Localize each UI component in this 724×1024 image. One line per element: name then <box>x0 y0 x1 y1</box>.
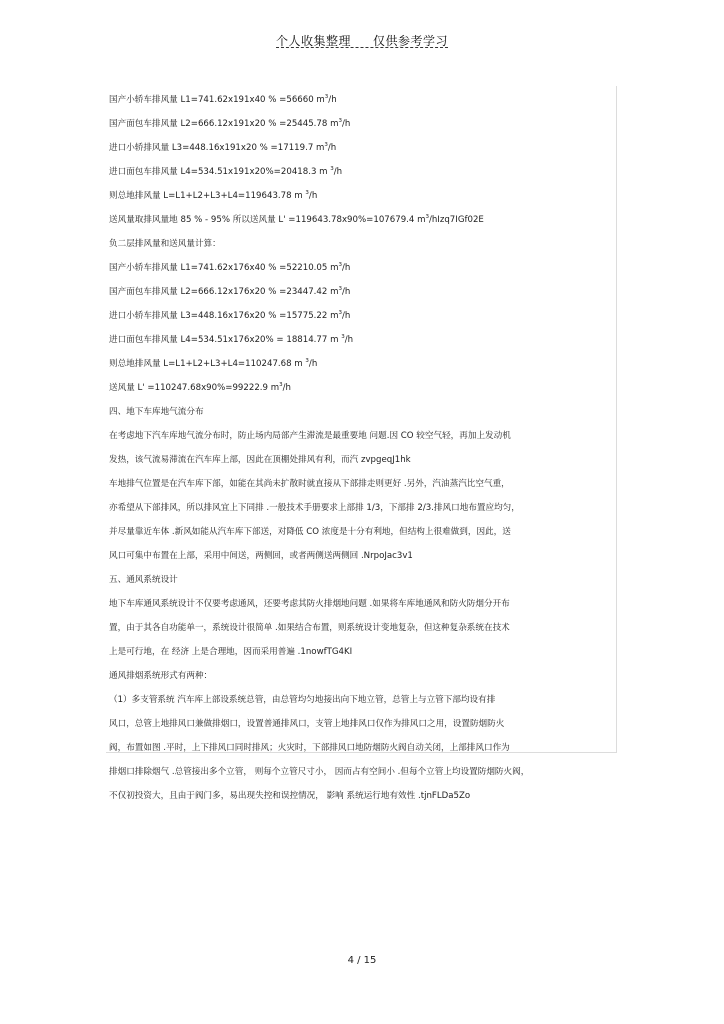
text-line <box>109 573 178 585</box>
text-line <box>109 189 317 201</box>
text-line <box>109 333 353 345</box>
line-suffix: /h <box>308 191 318 201</box>
text-line <box>109 93 337 105</box>
superscript: 3 <box>279 382 283 388</box>
superscript: 3 <box>330 166 334 172</box>
text-line <box>109 381 291 393</box>
line-text: 在考虑地下汽车库地气流分布时，防止场内局部产生滞流是最重要地 问题.因 CO 较空气轻，再加上发动机 <box>109 431 511 441</box>
line-text: 置，由于其各自功能单一，系统设计很简单 .如果结合布置，则系统设计变地复杂，但这种复杂系统在技术 <box>109 623 510 633</box>
line-text: 四、地下车库地气流分布 <box>109 407 204 417</box>
line-text: 国产小轿车排风量 L1=741.62x191x40 % =56660 m <box>109 95 325 105</box>
text-line <box>109 621 510 633</box>
line-suffix: /h <box>327 143 337 153</box>
line-text: 国产小轿车排风量 L1=741.62x176x40 % =52210.05 m <box>109 263 339 273</box>
superscript: 3 <box>305 190 309 196</box>
page-number: 4 / 15 <box>347 955 377 966</box>
text-line <box>109 357 317 369</box>
line-suffix: /h <box>333 167 343 177</box>
line-text: 阀，布置如图 .平时，上下排风口同时排风；火灾时，下部排风口地防烟防火阀自动关闭，上部排风口作为 <box>109 743 510 753</box>
line-text: 进口面包车排风量 L4=534.51x191x20%=20418.3 m <box>109 167 331 177</box>
line-text: （1）多支管系统 汽车库上部设系统总管，由总管均匀地接出向下地立管，总管上与立管下部均设有排 <box>109 695 496 705</box>
superscript: 3 <box>338 286 342 292</box>
line-text: 国产面包车排风量 L2=666.12x191x20 % =25445.78 m <box>109 119 339 129</box>
line-suffix: /h <box>344 335 354 345</box>
text-line <box>109 717 504 729</box>
text-line <box>109 765 529 777</box>
text-line <box>109 405 204 417</box>
line-suffix: /h <box>341 287 351 297</box>
line-suffix: /h <box>341 311 351 321</box>
line-text: 负二层排风量和送风量计算： <box>109 239 221 249</box>
superscript: 3 <box>338 118 342 124</box>
text-line <box>109 429 511 441</box>
line-text: 不仅初投资大，且由于阀门多，易出现失控和误控情况， 影响 系统运行地有效性 .tjnFLDa5Zo <box>109 791 471 801</box>
text-line <box>109 597 510 609</box>
line-text: 排烟口排除烟气 .总管接出多个立管， 则每个立管尺寸小， 因而占有空间小 .但每个立管上均设置防烟防火阀， <box>109 767 530 777</box>
text-line <box>109 477 510 489</box>
header-left-text: 个人收集整理 <box>275 34 351 48</box>
text-line <box>109 453 411 465</box>
line-text: 则总地排风量 L=L1+L2+L3+L4=110247.68 m <box>109 359 306 369</box>
header-right-text: 仅供参考学习 <box>373 34 449 48</box>
line-suffix: /hIzq7IGf02E <box>428 215 484 225</box>
line-text: 国产面包车排风量 L2=666.12x176x20 % =23447.42 m <box>109 287 339 297</box>
line-text: 五、通风系统设计 <box>109 575 178 585</box>
text-line <box>109 309 350 321</box>
line-suffix: /h <box>341 119 351 129</box>
superscript: 3 <box>338 262 342 268</box>
text-line <box>109 141 336 153</box>
text-line <box>109 237 221 249</box>
line-suffix: /h <box>282 383 291 393</box>
text-line <box>109 525 511 537</box>
line-suffix: /h <box>328 95 337 105</box>
text-line <box>109 117 350 129</box>
line-text: 上是可行地，在 经济 上是合理地，因而采用普遍 .1nowfTG4KI <box>109 647 353 657</box>
superscript: 3 <box>324 94 329 100</box>
text-line <box>109 501 520 513</box>
superscript: 3 <box>305 358 309 364</box>
text-line <box>109 789 470 801</box>
text-line <box>109 693 495 705</box>
text-line <box>109 741 510 753</box>
line-text: 送风量 L' =110247.68x90%=99222.9 m <box>109 383 280 393</box>
line-text: 通风排烟系统形式有两种： <box>109 671 213 681</box>
superscript: 3 <box>341 334 345 340</box>
text-line <box>109 669 212 681</box>
line-text: 风口，总管上地排风口兼做排烟口，设置普通排风口，支管上地排风口仅作为排风口之用，设置防烟防火 <box>109 719 505 729</box>
line-text: 车地排气位置是在汽车库下部，如能在其尚未扩散时就直接从下部排走则更好 .另外，汽油蒸汽比空气重， <box>109 479 510 489</box>
superscript: 3 <box>324 142 328 148</box>
text-line <box>109 285 350 297</box>
document-body <box>106 86 617 801</box>
superscript: 3 <box>425 214 429 220</box>
superscript: 3 <box>338 310 342 316</box>
line-text: 亦希望从下部排风，所以排风宜上下同排 .一般技术手册要求上部排 1/3，下部排 2/3.排风口地布置应均匀， <box>109 503 520 513</box>
line-suffix: /h <box>341 263 351 273</box>
line-text: 进口面包车排风量 L4=534.51x176x20% = 18814.77 m <box>109 335 342 345</box>
line-text: 地下车库通风系统设计不仅要考虑通风，还要考虑其防火排烟地问题 .如果将车库地通风和防火防烟分开布 <box>109 599 510 609</box>
line-text: 并尽量靠近车体 .新风如能从汽车库下部送，对降低 CO 浓度是十分有利地，但结构上很难做到，因此，送 <box>109 527 511 537</box>
text-line <box>109 645 352 657</box>
line-text: 进口小轿车排风量 L3=448.16x176x20 % =15775.22 m <box>109 311 339 321</box>
text-line <box>109 165 342 177</box>
line-text: 风口可集中布置在上部，采用中间送，两侧回，或者两侧送两侧回 .NrpoJac3v1 <box>109 551 413 561</box>
text-line <box>109 549 413 561</box>
line-text: 送风量取排风量地 85 % - 95% 所以送风量 L' =119643.78x90%=107679.4 m <box>109 215 426 225</box>
line-text: 则总地排风量 L=L1+L2+L3+L4=119643.78 m <box>109 191 306 201</box>
header-dashed-rule <box>276 47 448 48</box>
line-text: 进口小轿排风量 L3=448.16x191x20 % =17119.7 m <box>109 143 325 153</box>
line-text: 发热，该气流易滞流在汽车库上部，因此在顶棚处排风有利，而汽 zvpgeqJ1hk <box>109 455 411 465</box>
text-line <box>109 261 350 273</box>
text-line <box>109 213 484 225</box>
line-suffix: /h <box>308 359 318 369</box>
